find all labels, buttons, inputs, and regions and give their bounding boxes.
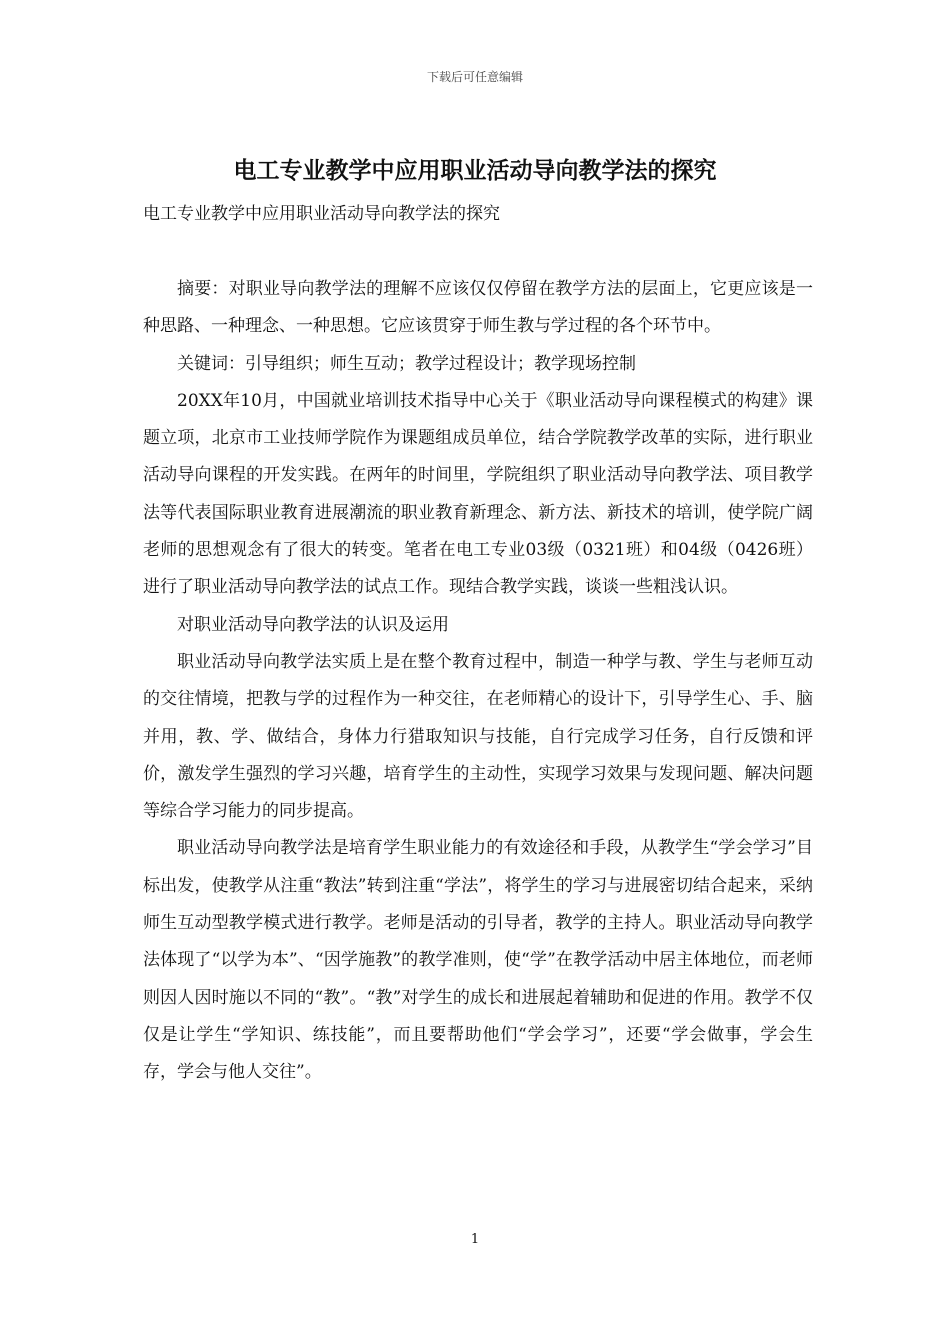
body-paragraph: 职业活动导向教学法实质上是在整个教育过程中，制造一种学与教、学生与老师互动的交往情境，把教与学的过程作为一种交往，在老师精心的设计下，引导学生心、手、脑并用，教、学、做结合，身体力行猎取知识与技能，自行完成学习任务，自行反馈和评价，激发学生强烈的学习兴趣，培育学生的主动性，实现学习效果与发现问题、解决问题等综合学习能力的同步提高。 bbox=[143, 651, 813, 822]
page-header-note: 下载后可任意编辑 bbox=[426, 70, 523, 84]
page-number: 1 bbox=[470, 1232, 480, 1247]
keywords-paragraph: 关键词：引导组织；师生互动；教学过程设计；教学现场控制 bbox=[177, 353, 636, 374]
body-paragraph: 职业活动导向教学法是培育学生职业能力的有效途径和手段，从教学生“学会学习”目标出发，使教学从注重“教法”转到注重“学法”，将学生的学习与进展密切结合起来，采纳师生互动型教学模式进行教学。老师是活动的引导者，教学的主持人。职业活动导向教学法体现了“以学为本”、“因学施教”的教学准则，使“学”在教学活动中居主体地位，而老师则因人因时施以不同的“教”。“教”对学生的成长和进展起着辅助和促进的作用。教学不仅仅是让学生“学知识、练技能”，而且要帮助他们“学会学习”，还要“学会做事，学会生存，学会与他人交往”。 bbox=[143, 838, 813, 1083]
document-title: 电工专业教学中应用职业活动导向教学法的探究 bbox=[233, 157, 717, 184]
section-heading: 对职业活动导向教学法的认识及运用 bbox=[177, 614, 449, 635]
abstract-paragraph: 摘要：对职业导向教学法的理解不应该仅仅停留在教学方法的层面上，它更应该是一种思路、一种理念、一种思想。它应该贯穿于师生教与学过程的各个环节中。 bbox=[143, 279, 813, 337]
document-body bbox=[143, 271, 813, 1092]
body-paragraph: 20XX年10月，中国就业培训技术指导中心关于《职业活动导向课程模式的构建》课题立项，北京市工业技师学院作为课题组成员单位，结合学院教学改革的实际，进行职业活动导向课程的开发实践。在两年的时间里，学院组织了职业活动导向教学法、项目教学法等代表国际职业教育进展潮流的职业教育新理念、新方法、新技术的培训，使学院广阔老师的思想观念有了很大的转变。笔者在电工专业03级（0321班）和04级（0426班）进行了职业活动导向教学法的试点工作。现结合教学实践，谈谈一些粗浅认识。 bbox=[143, 390, 813, 598]
document-subtitle: 电工专业教学中应用职业活动导向教学法的探究 bbox=[143, 204, 500, 224]
